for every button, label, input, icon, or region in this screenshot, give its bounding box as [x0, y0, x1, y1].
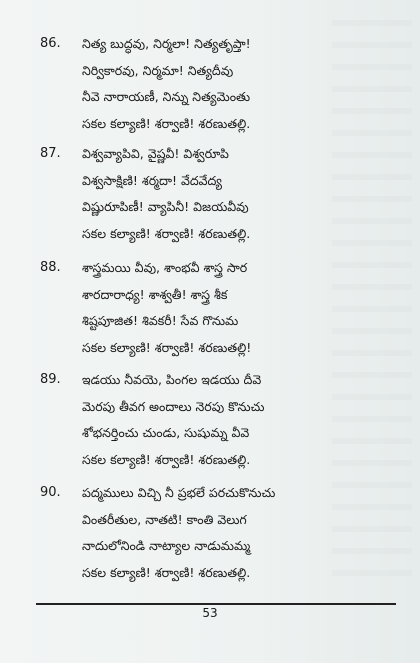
- verse-line: విశ్వసాక్షిణి! శర్మదా! వేదవేద్య: [82, 172, 223, 188]
- verse-line: పద్మములు విచ్చి నీ ప్రభలే పరచుకొనుచు: [82, 485, 276, 500]
- verse-number: 86.: [40, 36, 61, 51]
- verse-line: సకల కల్యాణి! శర్వాణి! శరణుతల్లి.: [82, 225, 251, 241]
- page-number: 53: [202, 606, 218, 620]
- verse-line: నిర్వికారవు, నిర్మమా! నిత్యదీవు: [82, 62, 234, 78]
- verse-number: 87.: [40, 146, 61, 161]
- verse-line: సకల కల్యాణి! శర్వాణి! శరణుతల్లి.: [82, 564, 251, 580]
- verse-line: వింతరీతుల, నాతటి! కాంతి వెలుగ: [82, 511, 247, 527]
- verse-line: సకల కల్యాణి! శర్వాణి! శరణుతల్లి.: [82, 115, 251, 131]
- verse-line: నిత్య బుద్ధవు, నిర్మలా! నిత్యతృప్తా!: [82, 36, 251, 51]
- verse-line: సకల కల్యాణి! శర్వాణి! శరణుతల్లి.: [82, 451, 251, 467]
- verse-line: సకల కల్యాణి! శర్వాణి! శరణుతల్లి!: [82, 339, 252, 355]
- verse-line: విశ్వవ్యాపివి, వైష్ణవీ! విశ్వరూపి: [82, 146, 229, 161]
- verse-line: నాదులోనిండి నాట్యాల నాడుమమ్మ: [82, 538, 251, 553]
- verse-line: శోభనర్తించు చుండు, సుషుమ్న వీవె: [82, 425, 250, 440]
- footer-rule: [36, 603, 396, 605]
- verse-number: 88.: [40, 260, 61, 275]
- verse-number: 90.: [40, 485, 61, 500]
- verse-line: విష్ణురూపిణీ! వ్యాపినీ! విజయవీవు: [82, 199, 249, 214]
- verse-line: నీవె నారాయణీ, నిన్ను నిత్యమెంతు: [82, 89, 251, 104]
- verse-line: శారదారాధ్య! శాశ్వతీ! శాస్త్ర శీక: [82, 286, 228, 302]
- verse-number: 89.: [40, 372, 61, 387]
- bleed-through-text: [332, 20, 412, 580]
- verse-line: శిష్టపూజిత! శివకరీ! సేవ గొనుమ: [82, 313, 239, 328]
- verse-line: మెరపు తీవగ అందాలు నెరపు కొనుచు: [82, 398, 265, 414]
- verse-line: ఇడయు నీవయె, పింగల ఇడయు దీవె: [82, 372, 262, 387]
- verse-line: శాస్త్రమయి వీవు, శాంభవీ శాస్త్ర సార: [82, 260, 248, 275]
